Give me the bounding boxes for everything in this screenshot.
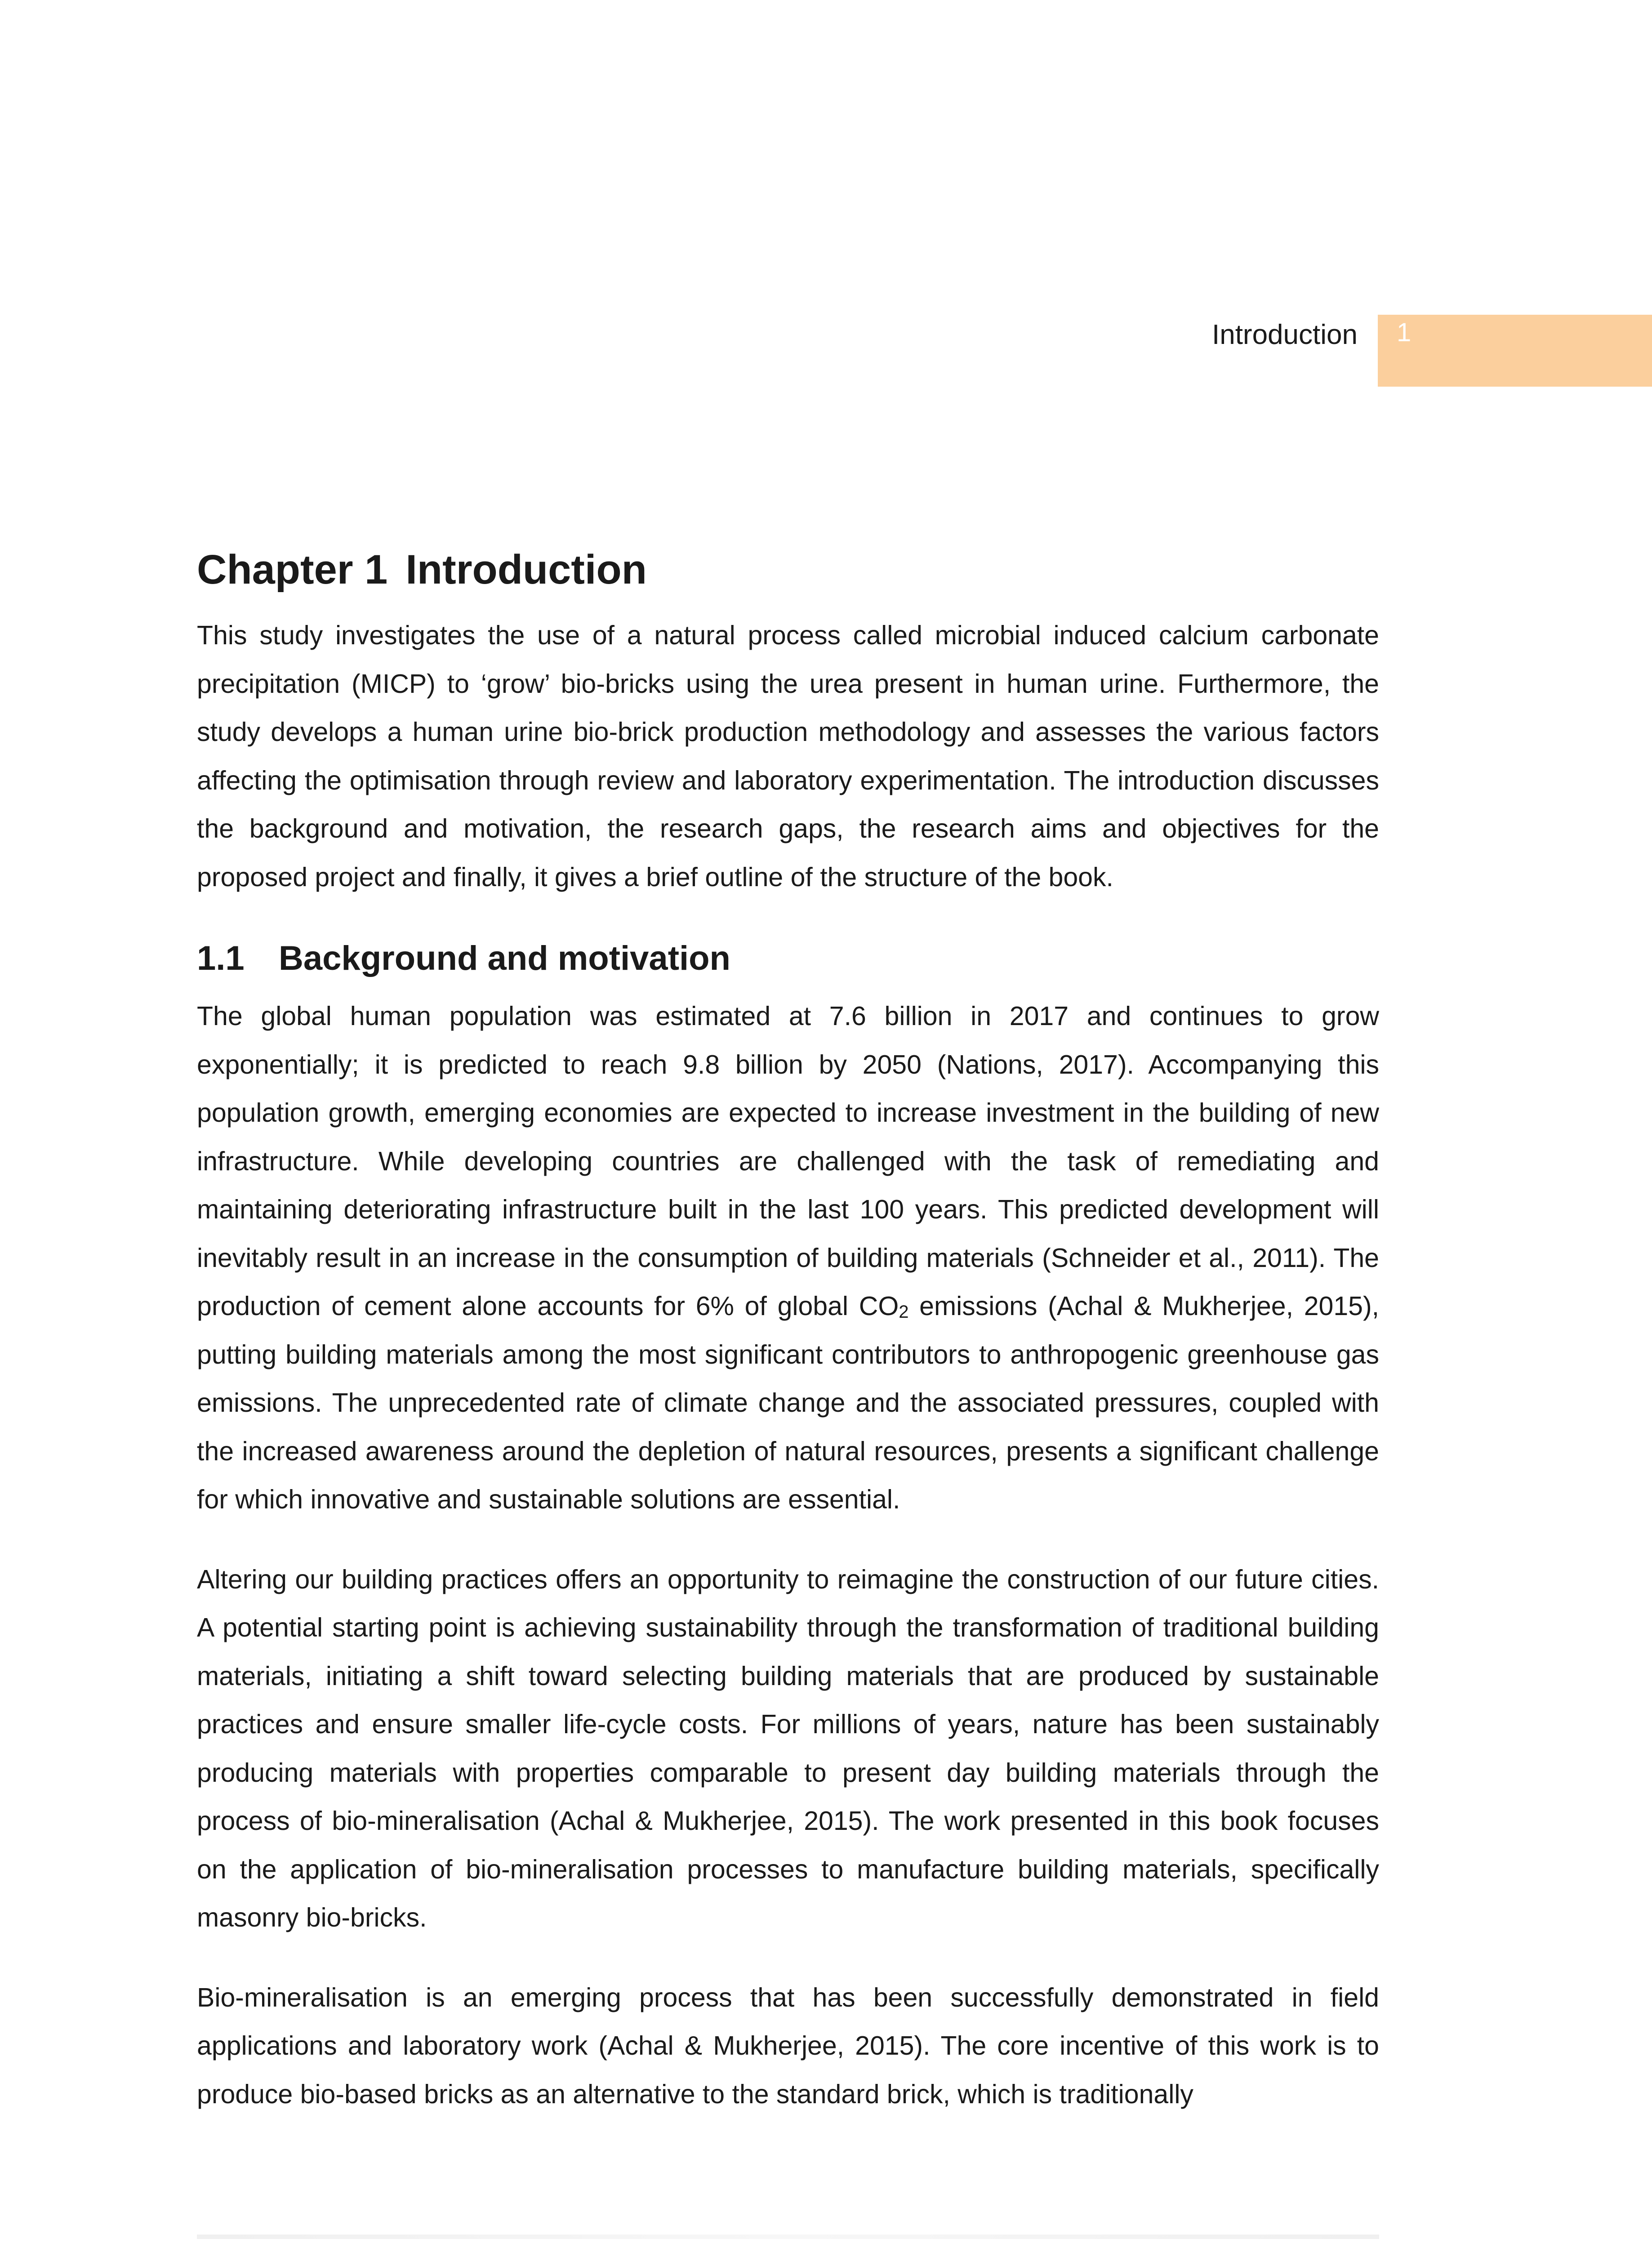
chapter-label: Chapter 1 [197,547,388,593]
running-header [1212,315,1652,387]
co2-subscript: 2 [899,1302,909,1322]
page-number: 1 [1397,318,1412,347]
page-body [197,535,1379,2119]
chapter-title: Introduction [405,547,647,593]
section-paragraph-3: Bio-mineralisation is an emerging process that has been successfully demonstrated in field applications and laboratory work (Achal & Mukherjee, 2015). The core incentive of this work is to produce bio-based bricks as an alternative to the standard brick, which is traditionally [197,1982,1379,2109]
running-title: Introduction [1212,319,1358,350]
section-paragraph-2: Altering our building practices offers an opportunity to reimagine the construction of our future cities. A potential starting point is achieving sustainability through the transformation of traditional building materials, initiating a shift toward selecting building materials that are produced by sustainable practices and ensure smaller life-cycle costs. For millions of years, nature has been sustainably producing materials with properties comparable to present day building materials through the process of bio-mineralisation (Achal & Mukherjee, 2015). The work presented in this book focuses on the application of bio-mineralisation processes to manufacture building materials, specifically masonry bio-bricks. [197,1564,1379,1932]
intro-paragraph: This study investigates the use of a natural process called microbial induced calcium carbonate precipitation (MICP) to ‘grow’ bio-bricks using the urea present in human urine. Furthermore, the study develops a human urine bio-brick production methodology and assesses the various factors affecting the optimisation through review and laboratory experimentation. The introduction discusses the background and motivation, the research gaps, the research aims and objectives for the proposed project and finally, it gives a brief outline of the structure of the book. [197,620,1379,892]
paragraph-1-text-b: emissions (Achal & Mukherjee, 2015), putting building materials among the most significant contributors to anthropogenic greenhouse gas emissions. The unprecedented rate of climate change and the associated pressures, coupled with the increased awareness around the depletion of natural resources, presents a significant challenge for which innovative and sustainable solutions are essential. [197,1291,1379,1514]
paragraph-1-text-a: The global human population was estimated at 7.6 billion in 2017 and continues to grow exponentially; it is predicted to reach 9.8 billion by 2050 (Nations, 2017). Accompanying this population growth, emerging economies are expected to increase investment in the building of new infrastructure. While developing countries are challenged with the task of remediating and maintaining deteriorating infrastructure built in the last 100 years. This predicted development will inevitably result in an increase in the consumption of building materials (Schneider et al., 2011). The production of cement alone accounts for 6% of global CO [197,1001,1379,1321]
section-heading [197,934,1379,983]
cut-off-text-line [197,2235,1379,2239]
page-number-tab [1378,315,1652,387]
section-paragraph-1 [197,992,1379,1524]
chapter-heading [197,535,1379,605]
section-title: Background and motivation [279,939,730,977]
section-number: 1.1 [197,939,245,977]
